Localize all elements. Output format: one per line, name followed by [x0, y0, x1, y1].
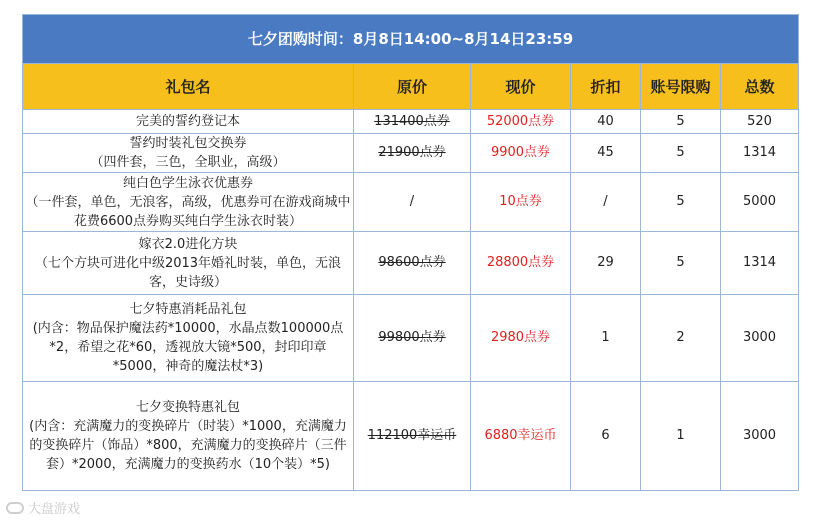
header-current-price: 现价 [471, 64, 571, 110]
total: 1314 [721, 134, 799, 173]
group-buy-table-wrapper [22, 14, 798, 491]
group-buy-table [22, 14, 799, 491]
account-limit: 5 [641, 232, 721, 295]
account-limit: 1 [641, 382, 721, 491]
current-price: 52000点券 [471, 110, 571, 134]
circle-logo-icon [6, 502, 24, 514]
table-row [23, 295, 799, 382]
header-discount: 折扣 [571, 64, 641, 110]
watermark [6, 498, 80, 517]
total: 5000 [721, 173, 799, 232]
current-price: 2980点券 [471, 295, 571, 382]
table-row [23, 134, 799, 173]
original-price: 98600点券 [354, 232, 471, 295]
package-name: 七夕变换特惠礼包 (内含：充满魔力的变换碎片（时装）*1000，充满魔力的变换碎片（饰品）*800，充满魔力的变换碎片（三件套）*2000，充满魔力的变换药水（10个装）*5) [23, 382, 354, 491]
table-row [23, 110, 799, 134]
table-row [23, 173, 799, 232]
watermark-text: 大盘游戏 [28, 502, 81, 517]
table-row [23, 382, 799, 491]
original-price: / [354, 173, 471, 232]
total: 520 [721, 110, 799, 134]
total: 1314 [721, 232, 799, 295]
original-price: 131400点券 [354, 110, 471, 134]
original-price: 112100幸运币 [354, 382, 471, 491]
table-row [23, 232, 799, 295]
header-name: 礼包名 [23, 64, 354, 110]
discount: 29 [571, 232, 641, 295]
discount: 40 [571, 110, 641, 134]
total: 3000 [721, 295, 799, 382]
original-price: 21900点券 [354, 134, 471, 173]
current-price: 28800点券 [471, 232, 571, 295]
package-name: 纯白色学生泳衣优惠券 （一件套，单色，无浪客，高级，优惠券可在游戏商城中花费6600点券购买纯白学生泳衣时装） [23, 173, 354, 232]
discount: 45 [571, 134, 641, 173]
table-title: 七夕团购时间：8月8日14:00~8月14日23:59 [23, 15, 799, 64]
header-total: 总数 [721, 64, 799, 110]
discount: 1 [571, 295, 641, 382]
package-name: 嫁衣2.0进化方块 （七个方块可进化中级2013年婚礼时装，单色，无浪客，史诗级） [23, 232, 354, 295]
discount: / [571, 173, 641, 232]
current-price: 9900点券 [471, 134, 571, 173]
account-limit: 2 [641, 295, 721, 382]
title-row [23, 15, 799, 64]
current-price: 10点券 [471, 173, 571, 232]
discount: 6 [571, 382, 641, 491]
original-price: 99800点券 [354, 295, 471, 382]
package-name: 誓约时装礼包交换券 （四件套，三色，全职业，高级） [23, 134, 354, 173]
header-row [23, 64, 799, 110]
current-price: 6880幸运币 [471, 382, 571, 491]
header-original-price: 原价 [354, 64, 471, 110]
package-name: 七夕特惠消耗品礼包 (内含：物品保护魔法药*10000，水晶点数100000点*2，希望之花*60，透视放大镜*500，封印印章*5000，神奇的魔法杖*3) [23, 295, 354, 382]
account-limit: 5 [641, 110, 721, 134]
header-account-limit: 账号限购 [641, 64, 721, 110]
account-limit: 5 [641, 173, 721, 232]
total: 3000 [721, 382, 799, 491]
package-name: 完美的誓约登记本 [23, 110, 354, 134]
account-limit: 5 [641, 134, 721, 173]
